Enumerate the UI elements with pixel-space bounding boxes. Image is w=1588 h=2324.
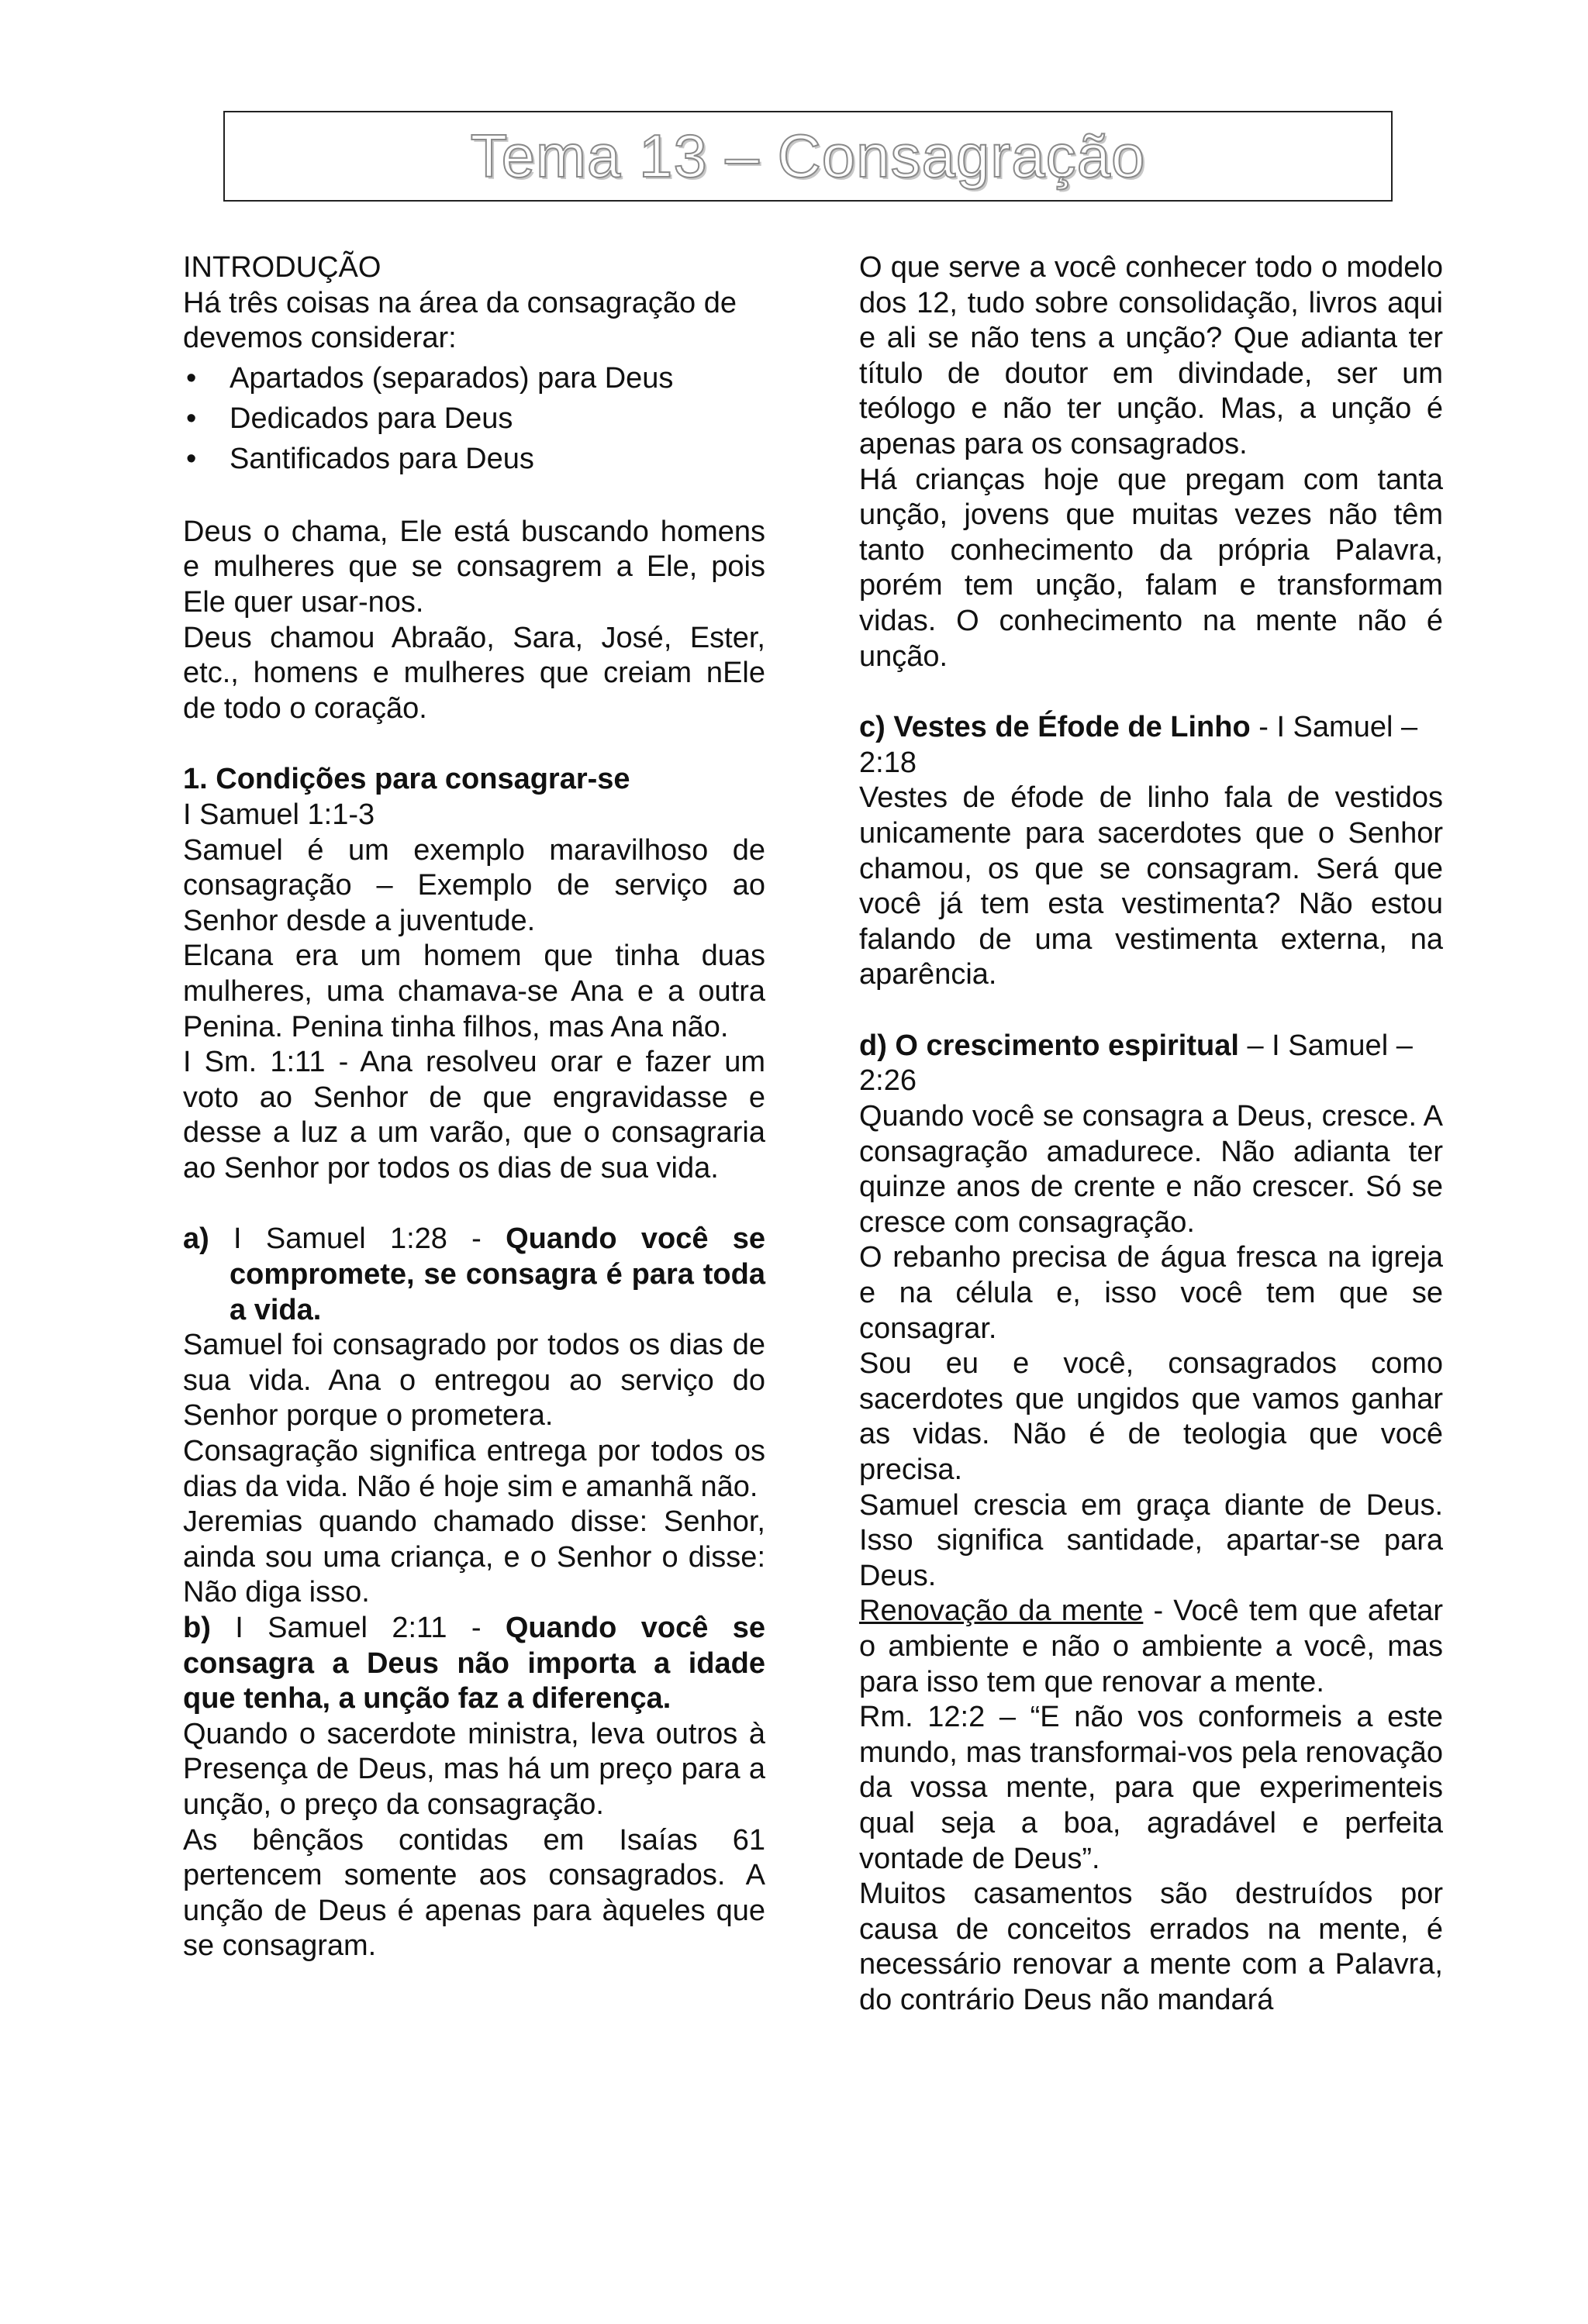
item-reference: I Samuel 2:11 - [210,1612,506,1644]
section-reference: I Samuel 1:1-3 [183,798,375,831]
paragraph: Samuel crescia em graça diante de Deus. Isso significa santidade, apartar-se para Deus. [859,1488,1443,1592]
list-item: • Santificados para Deus [183,439,765,479]
paragraph: I Sm. 1:11 - Ana resolveu orar e fazer um voto ao Senhor de que engravidasse e desse a luz a um varão, que o consagraria ao Senhor por todos os dias de sua vida. [183,1046,765,1184]
item-statement: c) Vestes de Éfode de Linho [859,711,1251,744]
item-statement: Quando você se consagra a Deus não importa a idade que tenha, a unção faz a diferença. [183,1612,765,1715]
paragraph: Muitos casamentos são destruídos por causa de conceitos errados na mente, é necessário renovar a mente com a Palavra, do contrário Deus não mandará [859,1877,1443,2016]
paragraph: Sou eu e você, consagrados como sacerdotes que ungidos que vamos ganhar as vidas. Não é de teologia que você precisa. [859,1347,1443,1486]
paragraph: Deus o chama, Ele está buscando homens e mulheres que se consagrem a Ele, pois Ele quer usar-nos. [183,515,765,619]
page-title: Tema 13 – Consagração [470,122,1146,190]
paragraph: Elcana era um homem que tinha duas mulheres, uma chamava-se Ana e a outra Penina. Penina tinha filhos, mas Ana não. [183,940,765,1043]
paragraph: Samuel foi consagrado por todos os dias de sua vida. Ana o entregou ao serviço do Senhor porque o prometera. [183,1329,765,1433]
scripture-quote: Rm. 12:2 – “E não vos conformeis a este mundo, mas transformai-vos pela renovação da vossa mente, para que experimenteis qual seja a boa, agradável e perfeita vontade de Deus”. [859,1701,1443,1875]
paragraph: Vestes de éfode de linho fala de vestidos unicamente para sacerdotes que o Senhor chamou, os que se consagram. Será que você já tem esta vestimenta? Não estou falando de uma vestimenta externa, na aparência. [859,781,1443,991]
item-statement: Quando você se compromete, se consagra é para toda a vida. [230,1222,765,1326]
paragraph: O rebanho precisa de água fresca na igreja e na célula e, isso você tem que se consagrar. [859,1241,1443,1345]
underlined-term: Renovação da mente [859,1595,1144,1628]
section-heading: 1. Condições para consagrar-se [183,763,630,796]
subsection-a [183,1222,765,1328]
item-reference: – I Samuel – 2:26 [859,1029,1413,1098]
paragraph: Samuel é um exemplo maravilhoso de consagração – Exemplo de serviço ao Senhor desde a juventude. [183,833,765,937]
intro-text: Há três coisas na área da consagração de devemos considerar: [183,286,737,355]
paragraph: Jeremias quando chamado disse: Senhor, ainda sou uma criança, e o Senhor o disse: Não diga isso. [183,1505,765,1609]
intro-heading: INTRODUÇÃO [183,251,381,284]
paragraph: Quando o sacerdote ministra, leva outros à Presença de Deus, mas há um preço para a unção, o preço da consagração. [183,1717,765,1821]
paragraph: Deus chamou Abraão, Sara, José, Ester, etc., homens e mulheres que creiam nEle de todo o coração. [183,621,765,725]
left-column [183,250,765,1964]
item-reference: - I Samuel – 2:18 [859,711,1418,779]
paragraph: Quando você se consagra a Deus, cresce. A consagração amadurece. Não adianta ter quinze anos de crente e não crescer. Só se cresce com consagração. [859,1100,1443,1239]
title-box [223,111,1393,202]
item-label: a) [183,1222,209,1256]
list-item: • Apartados (separados) para Deus [183,358,765,398]
consecration-list [183,358,765,479]
subsection-d [859,1029,1443,1099]
paragraph: Há crianças hoje que pregam com tanta unção, jovens que muitas vezes não têm tanto conhecimento da própria Palavra, porém tem unção, falam e transformam vidas. O conhecimento na mente não é unção. [859,463,1443,673]
subsection-c [859,710,1443,781]
paragraph: As bênçãos contidas em Isaías 61 pertencem somente aos consagrados. A unção de Deus é apenas para àqueles que se consagram. [183,1823,765,1963]
item-label: b) [183,1612,211,1644]
item-reference: I Samuel 1:28 - [209,1222,506,1256]
paragraph: Consagração significa entrega por todos os dias da vida. Não é hoje sim e amanhã não. [183,1435,765,1503]
renovation-paragraph: Renovação da mente - Você tem que afetar o ambiente e não o ambiente a você, mas para isso tem que renovar a mente. [859,1595,1443,1698]
paragraph: O que serve a você conhecer todo o modelo dos 12, tudo sobre consolidação, livros aqui e ali se não tens a unção? Que adianta ter título de doutor em divindade, ser um teólogo e não ter unção. Mas, a unção é apenas para os consagrados. [859,251,1443,460]
item-statement: d) O crescimento espiritual [859,1029,1239,1062]
right-column [859,250,1443,2019]
subsection-b [183,1611,765,1717]
list-item: • Dedicados para Deus [183,398,765,439]
